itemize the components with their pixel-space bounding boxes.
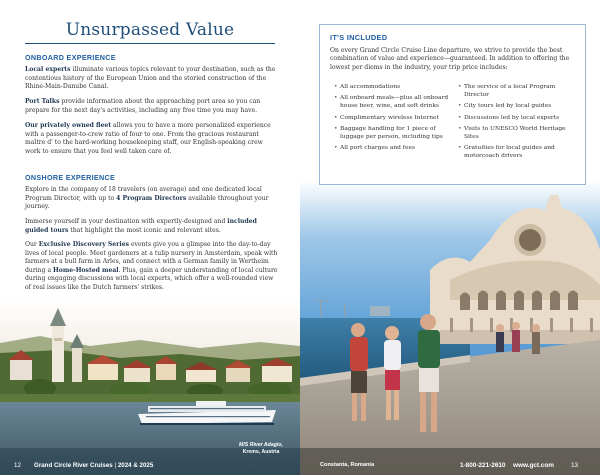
onboard-paragraph-local-experts: Local experts illuminate various topics relevant to your destination, such as the contentious history of the European Union and the storied construction of the Rhine-Main-Danube Canal.: [25, 66, 276, 91]
photo-caption-location: Constanta, Romania: [320, 462, 375, 468]
onshore-heading: ONSHORE EXPERIENCE: [25, 173, 116, 182]
footer-left: [0, 451, 300, 475]
phone-number: 1-800-221-2610: [460, 462, 506, 469]
list-item: • Baggage handling for 1 piece of luggage per person, including tips: [334, 125, 452, 141]
right-page: [300, 0, 600, 475]
list-item: • All onboard meals—plus all onboard house beer, wine, and soft drinks: [334, 94, 452, 110]
list-item: • City tours led by local guides: [458, 102, 576, 110]
onboard-paragraph-port-talks: Port Talks provide information about the approaching port area so you can prepare for the next day's activities, including any free time you may have.: [25, 98, 261, 114]
included-column-2: [458, 83, 576, 164]
website-link[interactable]: www.gct.com: [513, 462, 554, 469]
footer-right: [300, 451, 600, 475]
list-item: • Visits to UNESCO World Heritage Sites: [458, 125, 576, 141]
list-item: • The service of a local Program Director: [458, 83, 576, 99]
list-item: • All accommodations: [334, 83, 452, 91]
onboard-paragraph-fleet: Our privately owned fleet allows you to have a more personalized experience with a passenger-to-crew ratio of four to one. From the gracious restaurant maître d' to the hard-working housekeeping staff, our English-speaking crew work to ensure that you feel well taken care of.: [25, 122, 271, 155]
onshore-paragraph-discovery-series: Our Exclusive Discovery Series events give you a glimpse into the day-to-day lives of local people. Meet gardeners at a tulip nursery in Amsterdam, speak with farmers at a bull farm in Arles, and connect with a German family in Wertheim during a Home-Hosted meal. Plus, gain a deeper understanding of local culture during engaging discussions with local experts, which offer a well-rounded view of real issues like the Dutch farmers' strikes.: [25, 241, 278, 291]
page-title: Unsurpassed Value: [25, 20, 275, 44]
onshore-paragraph-travelers: Explore in the company of 18 travelers (on average) and one dedicated local Program Director, with up to 4 Program Directors available throughout your journey.: [25, 186, 269, 211]
list-item: • Complimentary wireless Internet: [334, 114, 452, 122]
its-included-intro: On every Grand Circle Cruise Line departure, we strive to provide the best combination of value and experience—guaranteed. In addition to offering the lowest per diems in the industry, your trip price includes:: [330, 47, 570, 71]
page-number-left: 12: [14, 462, 21, 469]
its-included-heading: IT'S INCLUDED: [330, 33, 388, 42]
included-column-1: [334, 83, 452, 156]
footer-brand: Grand Circle River Cruises | 2024 & 2025: [34, 462, 154, 469]
photo-caption-ship: M/S River Adagio, Krems, Austria: [239, 442, 283, 455]
its-included-box: [319, 24, 586, 185]
onboard-heading: ONBOARD EXPERIENCE: [25, 53, 116, 62]
list-item: • Gratuities for local guides and motorcoach drivers: [458, 144, 576, 160]
list-item: • All port charges and fees: [334, 144, 452, 152]
list-item: • Discussions led by local experts: [458, 114, 576, 122]
page-number-right: 13: [571, 462, 579, 469]
onshore-paragraph-guided-tours: Immerse yourself in your destination with expertly-designed and included guided tours that highlight the most iconic and relevant sites.: [25, 218, 257, 234]
